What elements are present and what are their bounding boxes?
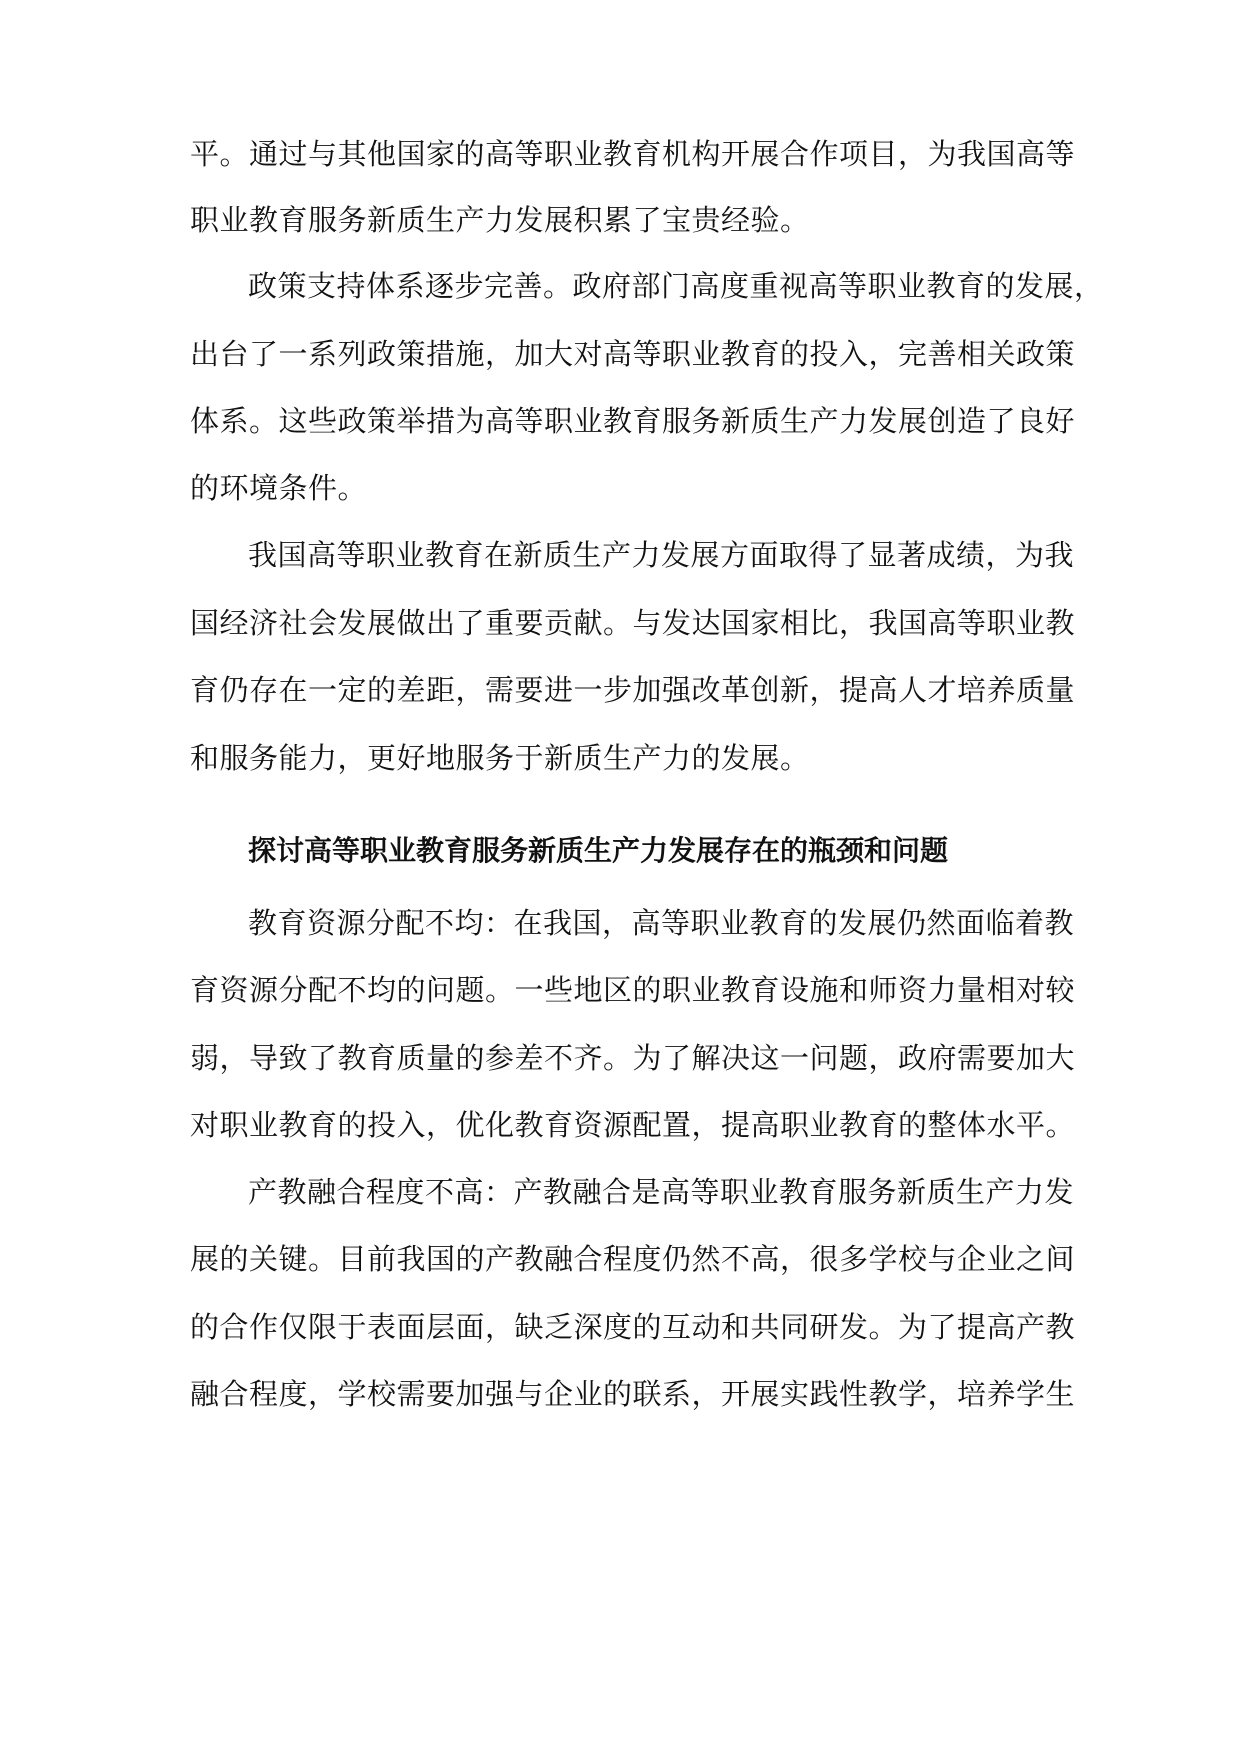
paragraph-line: 的环境条件。 bbox=[190, 471, 368, 505]
paragraph-line: 平。通过与其他国家的高等职业教育机构开展合作项目，为我国高等 bbox=[190, 137, 1076, 171]
paragraph-line: 职业教育服务新质生产力发展积累了宝贵经验。 bbox=[190, 203, 810, 237]
paragraph-line: 融合程度，学校需要加强与企业的联系，开展实践性教学，培养学生 bbox=[190, 1377, 1076, 1411]
section-heading: 探讨高等职业教育服务新质生产力发展存在的瓶颈和问题 bbox=[248, 834, 949, 867]
paragraph-line: 和服务能力，更好地服务于新质生产力的发展。 bbox=[190, 741, 810, 775]
paragraph-line: 育仍存在一定的差距，需要进一步加强改革创新，提高人才培养质量 bbox=[190, 673, 1076, 707]
paragraph-line: 政策支持体系逐步完善。政府部门高度重视高等职业教育的发展， bbox=[248, 269, 1104, 303]
paragraph-line: 对职业教育的投入，优化教育资源配置，提高职业教育的整体水平。 bbox=[190, 1108, 1076, 1142]
paragraph-line: 展的关键。目前我国的产教融合程度仍然不高，很多学校与企业之间 bbox=[190, 1242, 1076, 1276]
paragraph-line: 弱，导致了教育质量的参差不齐。为了解决这一问题，政府需要加大 bbox=[190, 1041, 1076, 1075]
paragraph-line: 体系。这些政策举措为高等职业教育服务新质生产力发展创造了良好 bbox=[190, 404, 1076, 438]
paragraph-line: 出台了一系列政策措施，加大对高等职业教育的投入，完善相关政策 bbox=[190, 337, 1076, 371]
paragraph-line: 的合作仅限于表面层面，缺乏深度的互动和共同研发。为了提高产教 bbox=[190, 1310, 1076, 1344]
paragraph-line: 国经济社会发展做出了重要贡献。与发达国家相比，我国高等职业教 bbox=[190, 606, 1076, 640]
paragraph-line: 育资源分配不均的问题。一些地区的职业教育设施和师资力量相对较 bbox=[190, 973, 1076, 1007]
paragraph-line: 教育资源分配不均：在我国，高等职业教育的发展仍然面临着教 bbox=[248, 906, 1075, 940]
paragraph-line: 产教融合程度不高：产教融合是高等职业教育服务新质生产力发 bbox=[248, 1175, 1075, 1209]
paragraph-line: 我国高等职业教育在新质生产力发展方面取得了显著成绩，为我 bbox=[248, 538, 1075, 572]
